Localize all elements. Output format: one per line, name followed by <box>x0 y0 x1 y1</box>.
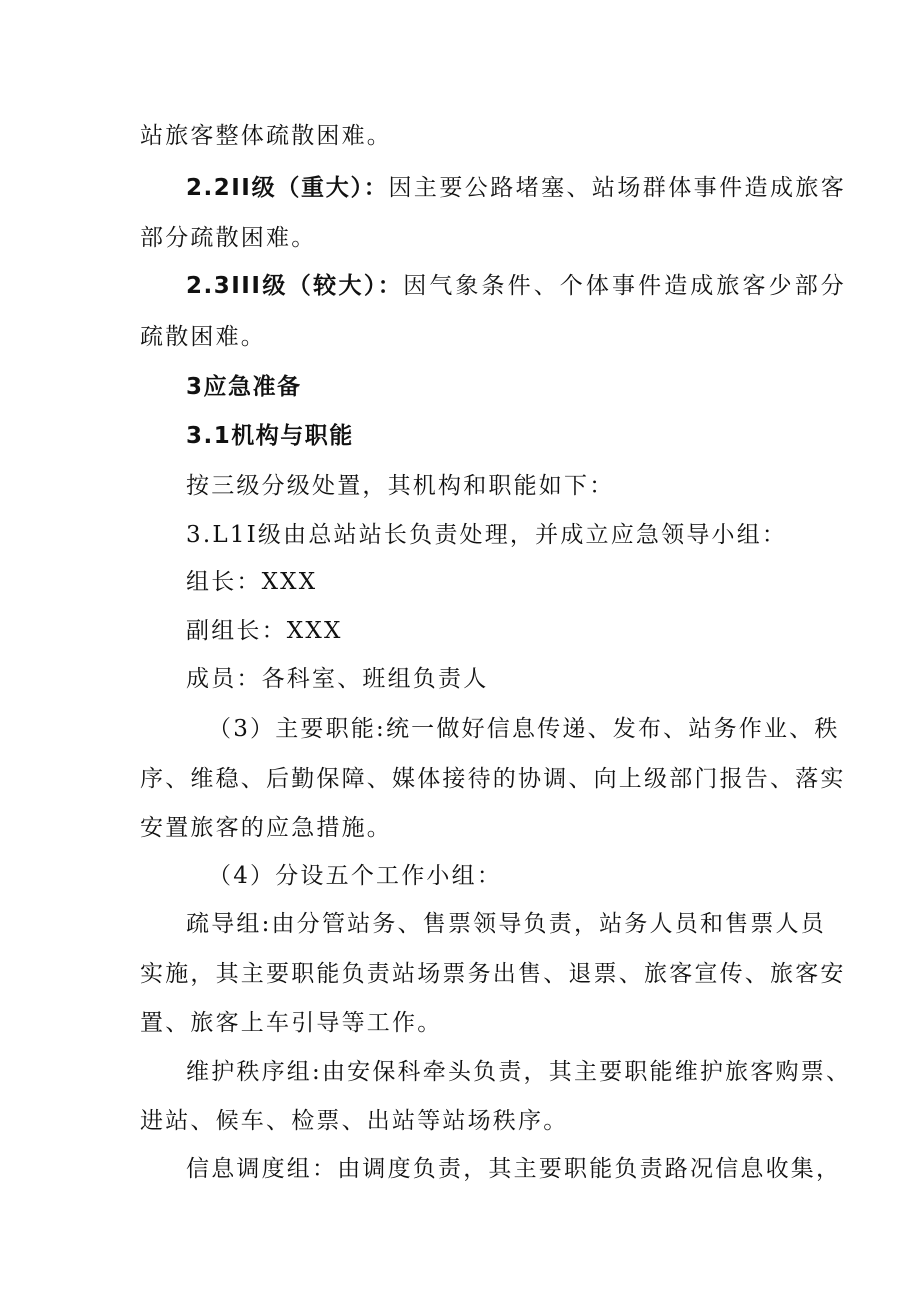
section-heading: 3应急准备 <box>186 374 302 400</box>
paragraph-line: 疏散困难。 <box>140 324 266 350</box>
members-line: 成员：各科室、班组负责人 <box>186 666 489 692</box>
paragraph-line: （4）分设五个工作小组： <box>208 863 503 889</box>
paragraph-line: 信息调度组：由调度负责，其主要职能负责路况信息收集， <box>186 1156 842 1182</box>
level-2-3-heading-line <box>186 271 846 301</box>
paragraph-line: 部分疏散困难。 <box>140 225 317 251</box>
paragraph-line: 维护秩序组:由安保科牵头负责，其主要职能维护旅客购票、 <box>186 1059 852 1085</box>
subsection-heading: 3.1机构与职能 <box>186 423 354 449</box>
paragraph-line: 置、旅客上车引导等工作。 <box>140 1010 443 1036</box>
leader-line: 组长：XXX <box>186 569 318 595</box>
deputy-leader-line: 副组长：XXX <box>186 618 343 644</box>
paragraph-line: 站旅客整体疏散困难。 <box>140 123 392 149</box>
paragraph-line: 进站、候车、检票、出站等站场秩序。 <box>140 1108 569 1134</box>
level-2-2-label: 2.2II级（重大）： <box>186 175 389 201</box>
level-2-3-label: 2.3III级（较大）： <box>186 273 404 299</box>
paragraph-line: （3）主要职能:统一做好信息传递、发布、站务作业、秩 <box>208 716 840 742</box>
level-2-2-text: 因主要公路堵塞、站场群体事件造成旅客 <box>388 175 847 201</box>
level-2-2-heading-line <box>186 173 846 203</box>
paragraph-line: 序、维稳、后勤保障、媒体接待的协调、向上级部门报告、落实 <box>140 766 846 792</box>
level-2-3-text: 因气象条件、个体事件造成旅客少部分 <box>403 273 846 299</box>
paragraph-line: 疏导组:由分管站务、售票领导负责，站务人员和售票人员 <box>186 911 826 937</box>
paragraph-line: 实施，其主要职能负责站场票务出售、退票、旅客宣传、旅客安 <box>140 961 846 987</box>
paragraph-line: 按三级分级处置，其机构和职能如下： <box>186 473 615 499</box>
paragraph-line: 安置旅客的应急措施。 <box>140 815 392 841</box>
paragraph-line: 3.L1I级由总站站长负责处理，并成立应急领导小组： <box>186 522 788 548</box>
